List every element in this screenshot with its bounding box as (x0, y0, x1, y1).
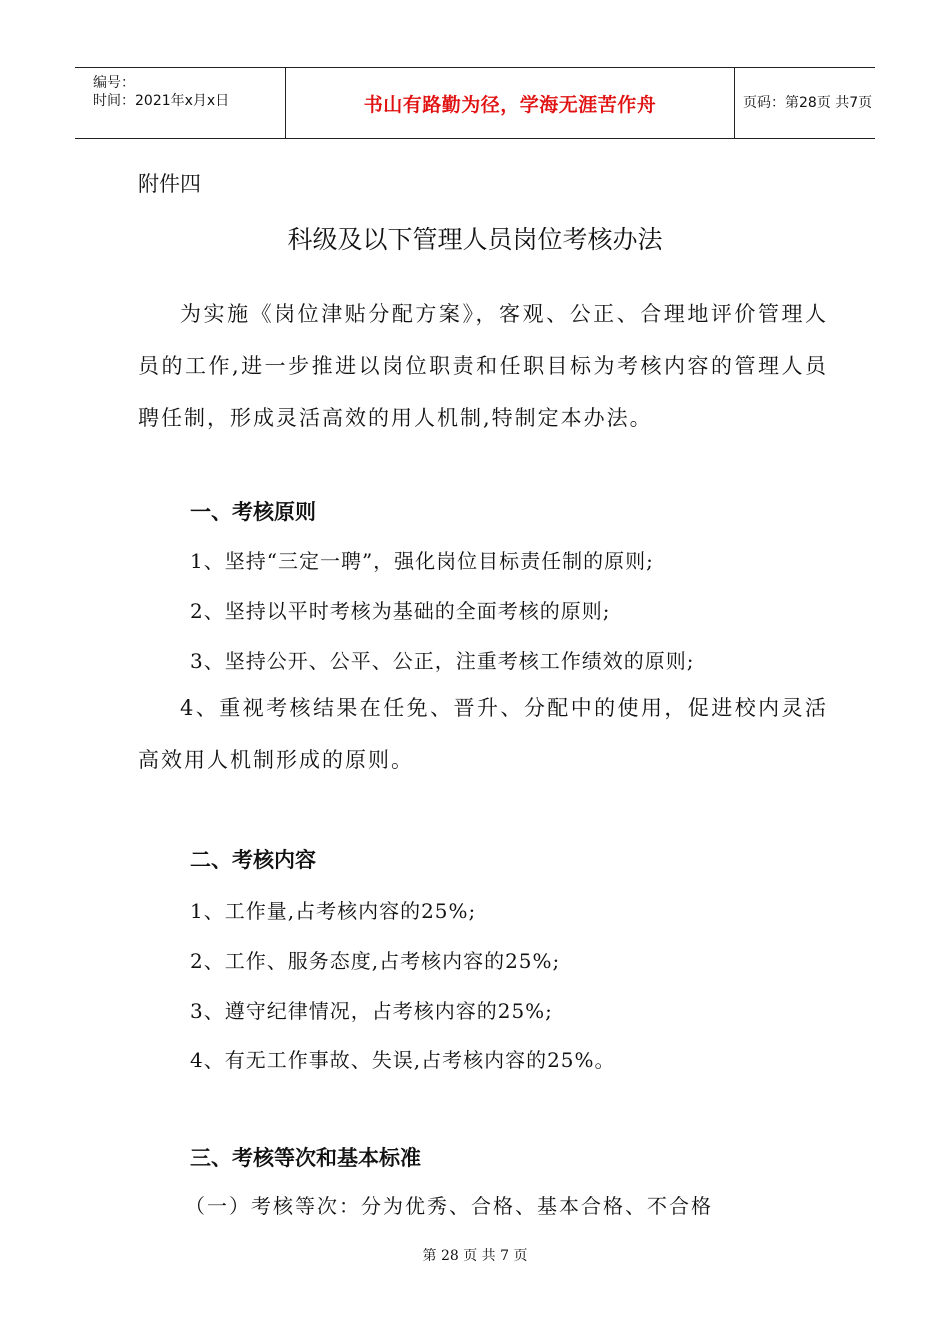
section1-item4: 4、重视考核结果在任免、晋升、分配中的使用，促进校内灵活高效用人机制形成的原则。 (138, 696, 828, 772)
section1-heading: 一、考核原则 (190, 500, 316, 524)
header-page-info: 页码：第28页 共7页 (743, 95, 873, 111)
header-motto: 书山有路勤为径，学海无涯苦作舟 (363, 93, 657, 116)
list-item: 3、坚持公开、公平、公正，注重考核工作绩效的原则; (190, 649, 695, 673)
section3-heading: 三、考核等次和基本标准 (190, 1146, 421, 1170)
list-item: 4、有无工作事故、失误,占考核内容的25%。 (190, 1048, 616, 1072)
header-left-cell (75, 68, 285, 138)
header-right-cell (735, 68, 883, 138)
number-label: 编号： (93, 75, 135, 91)
header-middle-cell (285, 68, 735, 138)
section2-heading: 二、考核内容 (190, 848, 316, 872)
page-footer: 第 28 页 共 7 页 (422, 1248, 528, 1264)
list-item: 3、遵守纪律情况，占考核内容的25%; (190, 999, 553, 1023)
list-item: 1、工作量,占考核内容的25%; (190, 899, 477, 923)
page-header (75, 67, 875, 139)
time-label: 时间：2021年x月x日 (93, 93, 230, 109)
list-item: 2、工作、服务态度,占考核内容的25%; (190, 949, 561, 973)
list-item: 1、坚持“三定一聘”，强化岗位目标责任制的原则; (190, 549, 654, 573)
section3-subitem: （一）考核等次：分为优秀、合格、基本合格、不合格 (185, 1194, 713, 1218)
document-title: 科级及以下管理人员岗位考核办法 (287, 225, 663, 254)
intro-paragraph: 为实施《岗位津贴分配方案》，客观、公正、合理地评价管理人员的工作,进一步推进以岗位职责和任职目标为考核内容的管理人员聘任制，形成灵活高效的用人机制,特制定本办法。 (138, 302, 828, 430)
attachment-label: 附件四 (138, 172, 201, 196)
list-item: 2、坚持以平时考核为基础的全面考核的原则; (190, 599, 611, 623)
